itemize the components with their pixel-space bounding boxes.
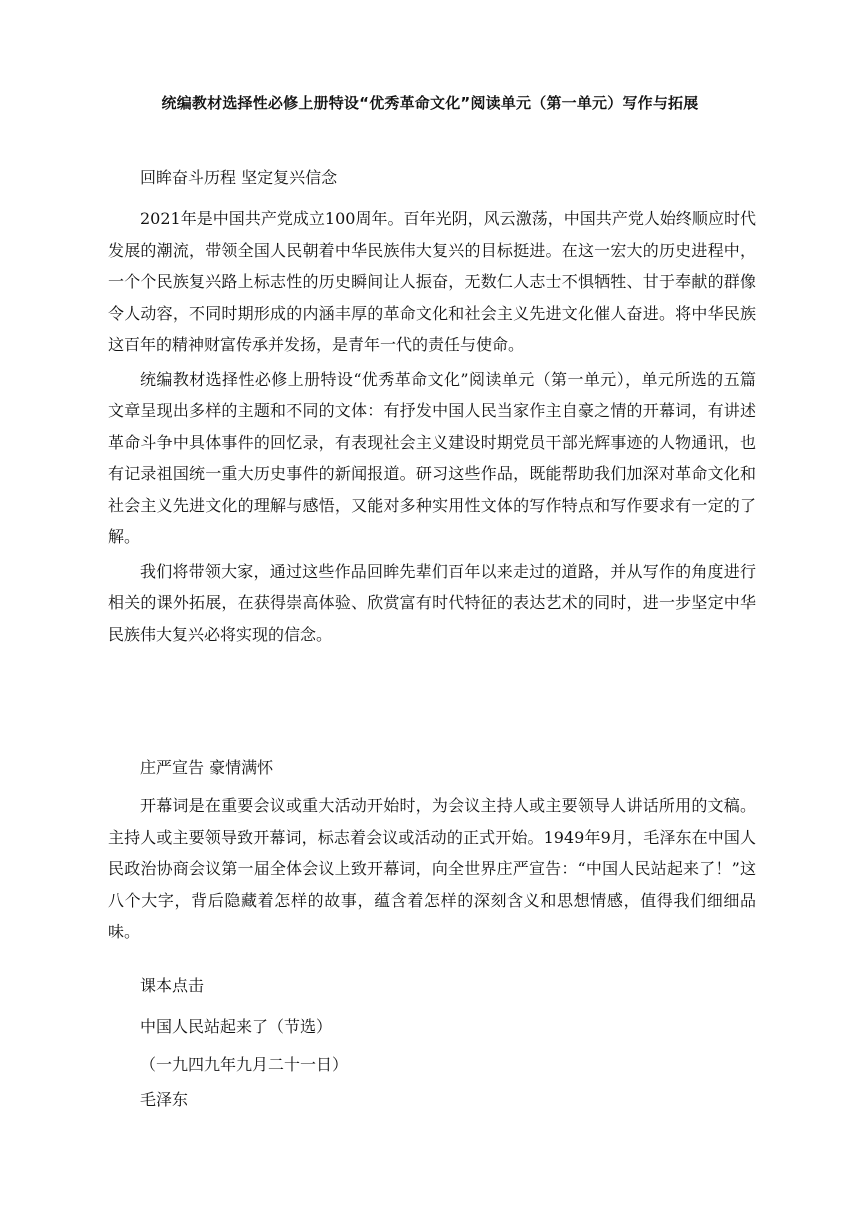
paragraph: 统编教材选择性必修上册特设“优秀革命文化”阅读单元（第一单元），单元所选的五篇文章呈现出多样的主题和不同的文体：有抒发中国人民当家作主自豪之情的开幕词，有讲述革命斗争中具体事件的回忆录，有表现社会主义建设时期党员干部光辉事迹的人物通讯，也有记录祖国统一重大历史事件的新闻报道。研习这些作品，既能帮助我们加深对革命文化和社会主义先进文化的理解与感悟，又能对多种实用性文体的写作特点和写作要求有一定的了解。 xyxy=(108,369,756,546)
paragraph: 2021年是中国共产党成立100周年。百年光阴，风云激荡，中国共产党人始终顺应时代发展的潮流，带领全国人民朝着中华民族伟大复兴的目标挺进。在这一宏大的历史进程中，一个个民族复兴路上标志性的历史瞬间让人振奋，无数仁人志士不惧牺牲、甘于奉献的群像令人动容，不同时期形成的内涵丰厚的革命文化和社会主义先进文化催人奋进。将中华民族这百年的精神财富传承并发扬，是青年一代的责任与使命。 xyxy=(108,209,756,354)
document-title: 统编教材选择性必修上册特设“优秀革命文化”阅读单元（第一单元）写作与拓展 xyxy=(161,94,699,112)
section-body xyxy=(108,203,756,650)
textbook-label: 课本点击 xyxy=(140,976,205,995)
section-heading: 庄严宣告 豪情满怀 xyxy=(140,758,274,777)
text-author: 毛泽东 xyxy=(140,1090,189,1109)
section-body xyxy=(108,790,756,948)
paragraph: 开幕词是在重要会议或重大活动开始时，为会议主持人或主要领导人讲话所用的文稿。主持人或主要领导致开幕词，标志着会议或活动的正式开始。1949年9月，毛泽东在中国人民政治协商会议第一届全体会议上致开幕词，向全世界庄严宣告：“中国人民站起来了！”这八个大字，背后隐藏着怎样的故事，蕴含着怎样的深刻含义和思想情感，值得我们细细品味。 xyxy=(108,796,756,941)
section-heading: 回眸奋斗历程 坚定复兴信念 xyxy=(140,168,338,187)
paragraph: 我们将带领大家，通过这些作品回眸先辈们百年以来走过的道路，并从写作的角度进行相关的课外拓展，在获得崇高体验、欣赏富有时代特征的表达艺术的同时，进一步坚定中华民族伟大复兴必将实现的信念。 xyxy=(108,561,756,644)
text-date: （一九四九年九月二十一日） xyxy=(140,1055,349,1074)
text-title: 中国人民站起来了（节选） xyxy=(140,1017,333,1036)
